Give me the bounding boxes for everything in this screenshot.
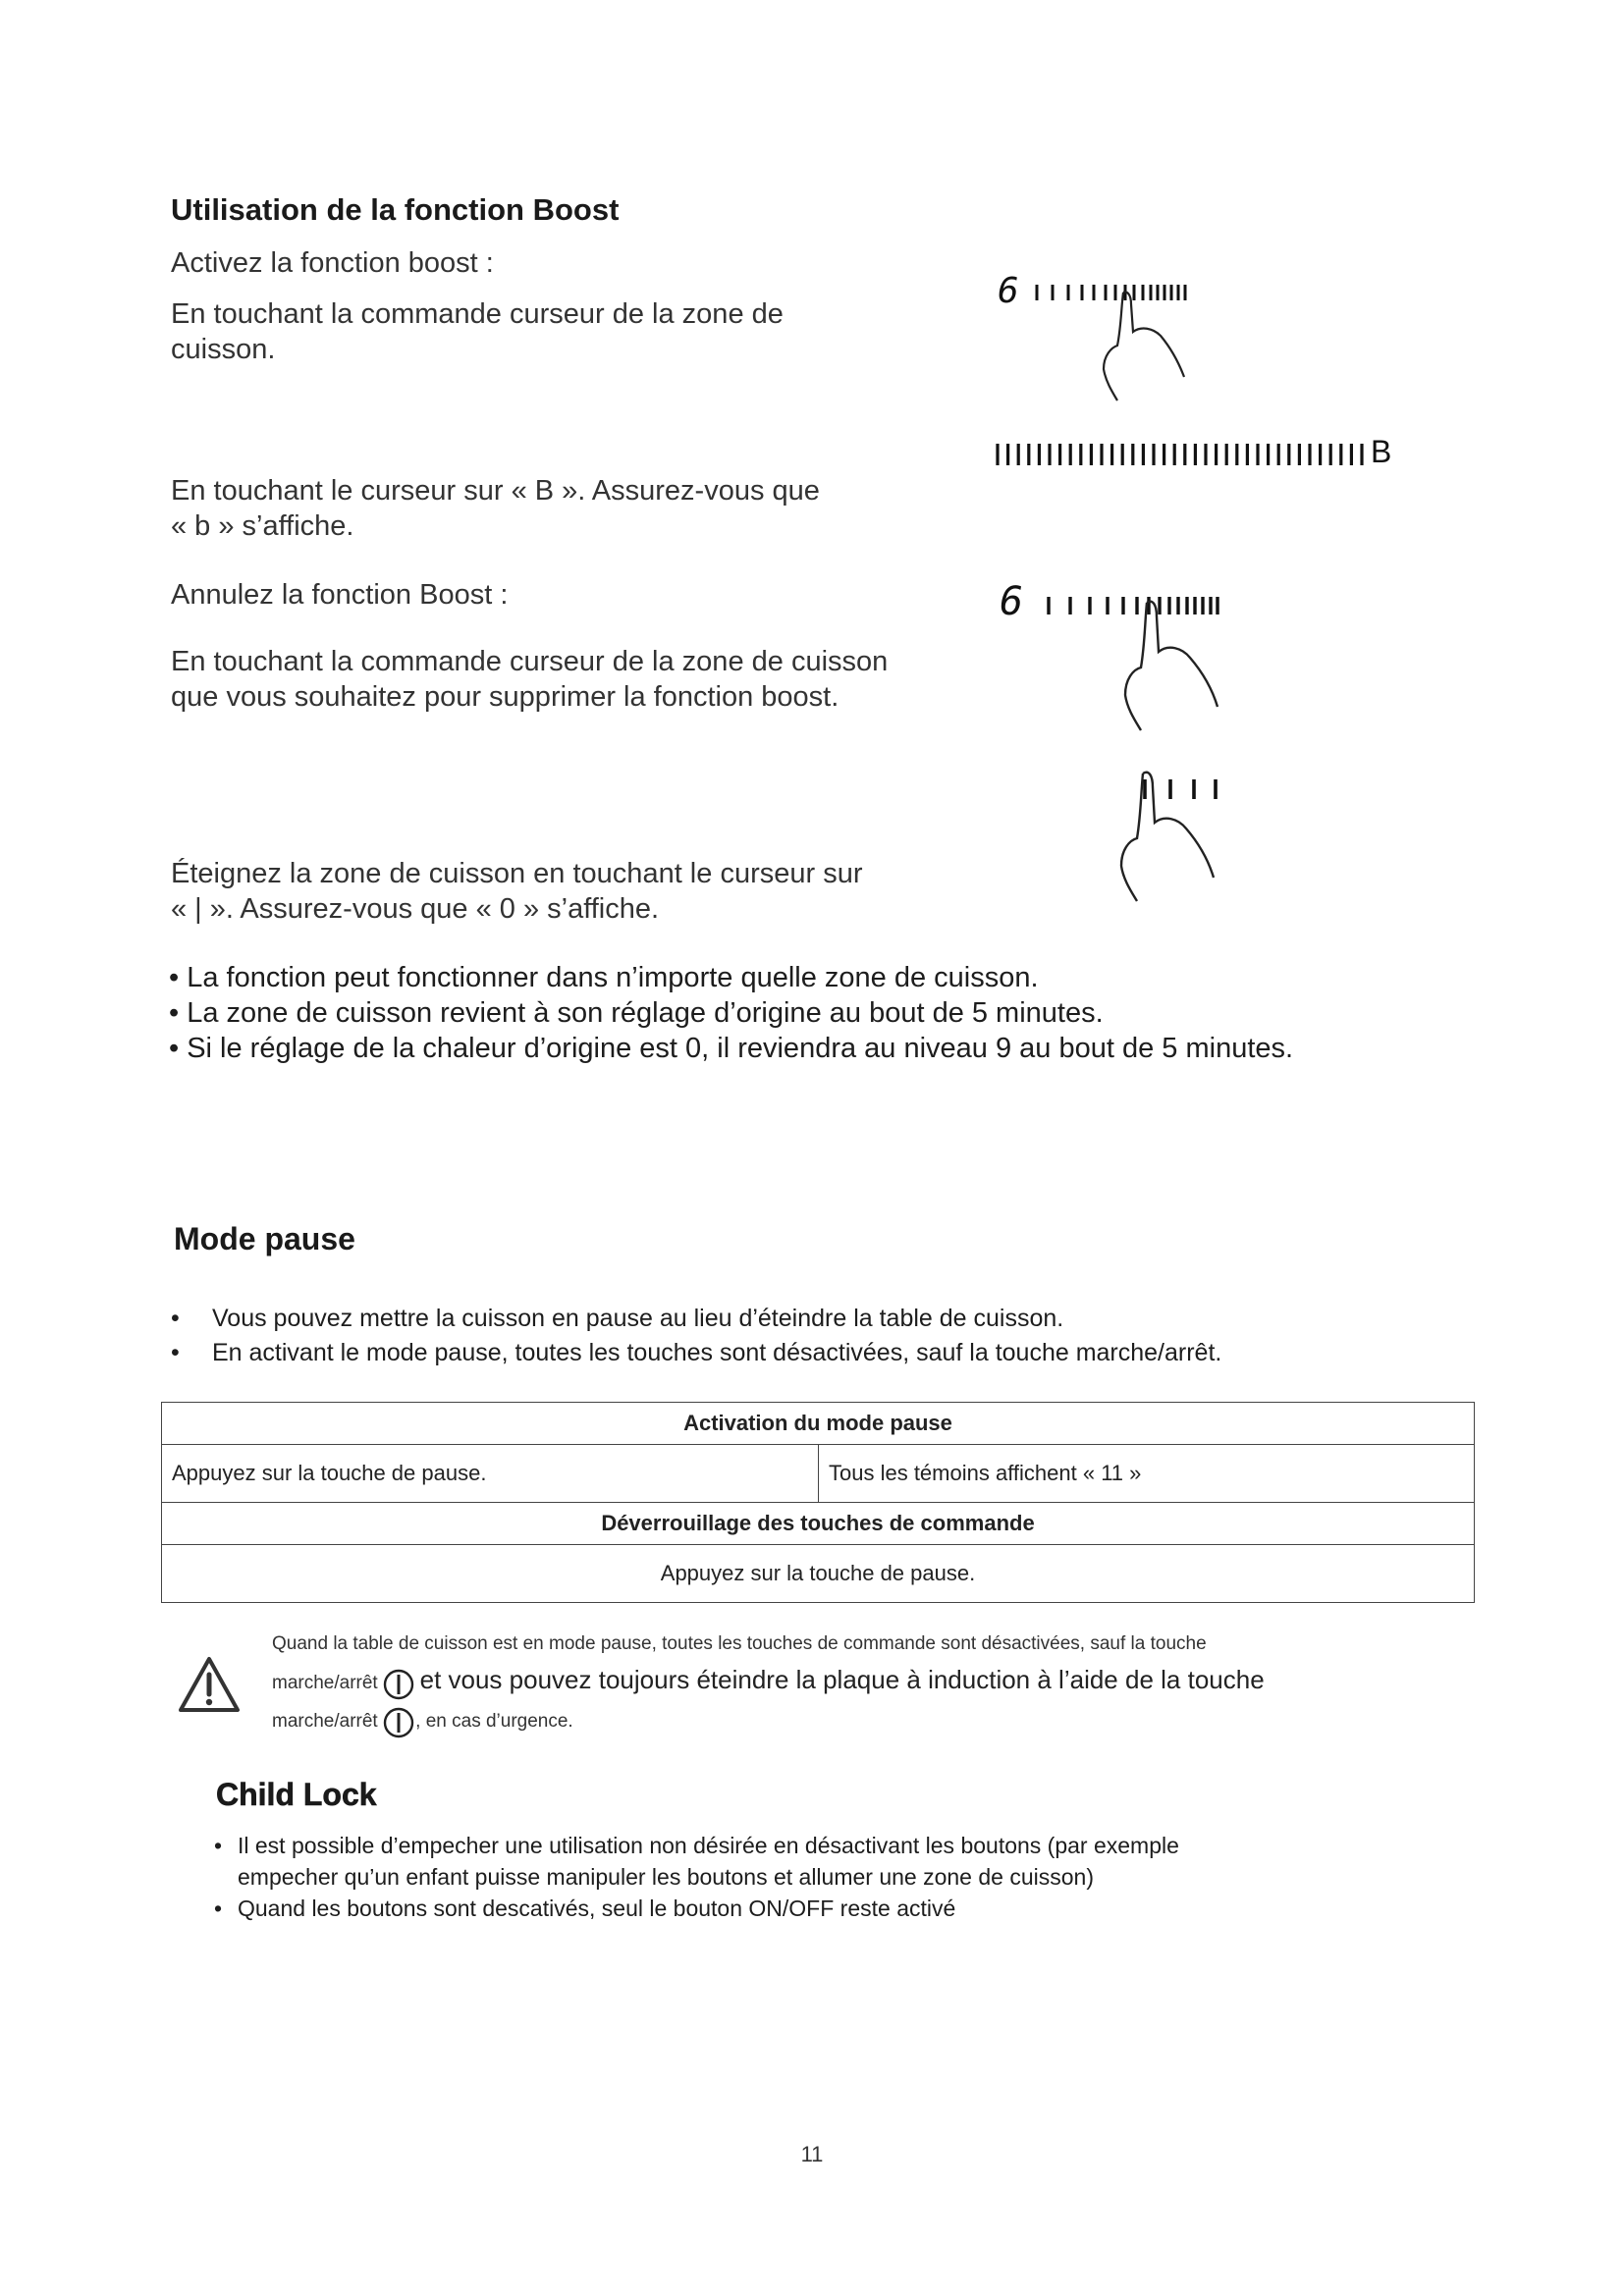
display-digit: 6	[998, 271, 1019, 311]
warning-line-3	[272, 1706, 573, 1739]
child-lock-bullet-dot-1: •	[214, 1833, 223, 1858]
pause-bullet-dot-2: •	[171, 1339, 180, 1366]
boost-bullet-1: • La fonction peut fonctionner dans n’importe quelle zone de cuisson.	[169, 962, 1039, 993]
boost-diagram-cancel	[994, 577, 1288, 744]
boost-activate-heading: Activez la fonction boost :	[171, 247, 494, 279]
pause-table	[161, 1402, 1475, 1603]
pause-table-cell-press: Appuyez sur la touche de pause.	[162, 1445, 819, 1503]
boost-bullet-2: • La zone de cuisson revient à son réglage d’origine au bout de 5 minutes.	[169, 997, 1104, 1029]
boost-activate-step2-line1: En touchant le curseur sur « B ». Assurez-vous que	[171, 475, 820, 507]
warning-line-2	[272, 1665, 1265, 1701]
pause-table-header-unlock: Déverrouillage des touches de commande	[162, 1503, 1475, 1545]
boost-letter: B	[1371, 434, 1392, 469]
power-icon	[382, 1706, 415, 1739]
pause-table-cell-unlock: Appuyez sur la touche de pause.	[162, 1545, 1475, 1603]
warning-line-1: Quand la table de cuisson est en mode pause, toutes les touches de commande sont désactivées, sauf la touche	[272, 1633, 1207, 1654]
pause-table-cell-indicators: Tous les témoins affichent « 11 »	[819, 1445, 1475, 1503]
child-lock-bullet-1-line2: empecher qu’un enfant puisse manipuler les boutons et allumer une zone de cuisson)	[238, 1864, 1094, 1890]
warning-line-3-rest: , en cas d’urgence.	[415, 1711, 573, 1733]
finger-icon	[1082, 287, 1210, 414]
boost-cancel-heading: Annulez la fonction Boost :	[171, 579, 509, 611]
finger-icon	[1117, 599, 1255, 746]
pause-table-header-activation: Activation du mode pause	[162, 1403, 1475, 1445]
boost-off-step-line2: « | ». Assurez-vous que « 0 » s’affiche.	[171, 893, 660, 925]
warning-line-2-prefix: marche/arrêt	[272, 1673, 378, 1693]
slider-full-ticks	[994, 440, 1382, 469]
boost-cancel-step1: En touchant la commande curseur de la zone de cuisson que vous souhaitez pour supprimer la fonction boost.	[171, 646, 889, 713]
boost-diagram-off	[1110, 766, 1276, 923]
child-lock-bullet-1-line1: Il est possible d’empecher une utilisation non désirée en désactivant les boutons (par exemple	[238, 1833, 1179, 1858]
pause-bullet-dot-1: •	[171, 1305, 180, 1332]
pause-bullet-1: Vous pouvez mettre la cuisson en pause au lieu d’éteindre la table de cuisson.	[212, 1305, 1064, 1332]
boost-activate-step2-line2: « b » s’affiche.	[171, 510, 354, 542]
boost-bullet-3: • Si le réglage de la chaleur d’origine est 0, il reviendra au niveau 9 au bout de 5 minutes.	[169, 1033, 1294, 1064]
pause-title: Mode pause	[174, 1221, 355, 1256]
boost-diagram-activate	[994, 267, 1249, 414]
power-icon	[382, 1668, 415, 1701]
display-digit: 6	[1000, 579, 1024, 624]
finger-icon	[1110, 770, 1247, 917]
warning-line-2-rest: et vous pouvez toujours éteindre la plaque à induction à l’aide de la touche	[419, 1665, 1265, 1694]
warning-line-3-prefix: marche/arrêt	[272, 1711, 378, 1733]
boost-diagram-b	[994, 434, 1406, 473]
page-number: 11	[800, 2142, 824, 2166]
child-lock-title: Child Lock	[216, 1777, 377, 1812]
boost-title: Utilisation de la fonction Boost	[171, 192, 620, 227]
warning-triangle-icon	[177, 1655, 242, 1714]
child-lock-bullet-dot-2: •	[214, 1896, 223, 1921]
boost-activate-step1: En touchant la commande curseur de la zone de cuisson.	[171, 298, 784, 365]
pause-bullet-2: En activant le mode pause, toutes les touches sont désactivées, sauf la touche marche/arrêt.	[212, 1339, 1222, 1366]
child-lock-bullet-2: Quand les boutons sont descativés, seul le bouton ON/OFF reste activé	[238, 1896, 956, 1921]
boost-off-step-line1: Éteignez la zone de cuisson en touchant le curseur sur	[171, 858, 863, 889]
